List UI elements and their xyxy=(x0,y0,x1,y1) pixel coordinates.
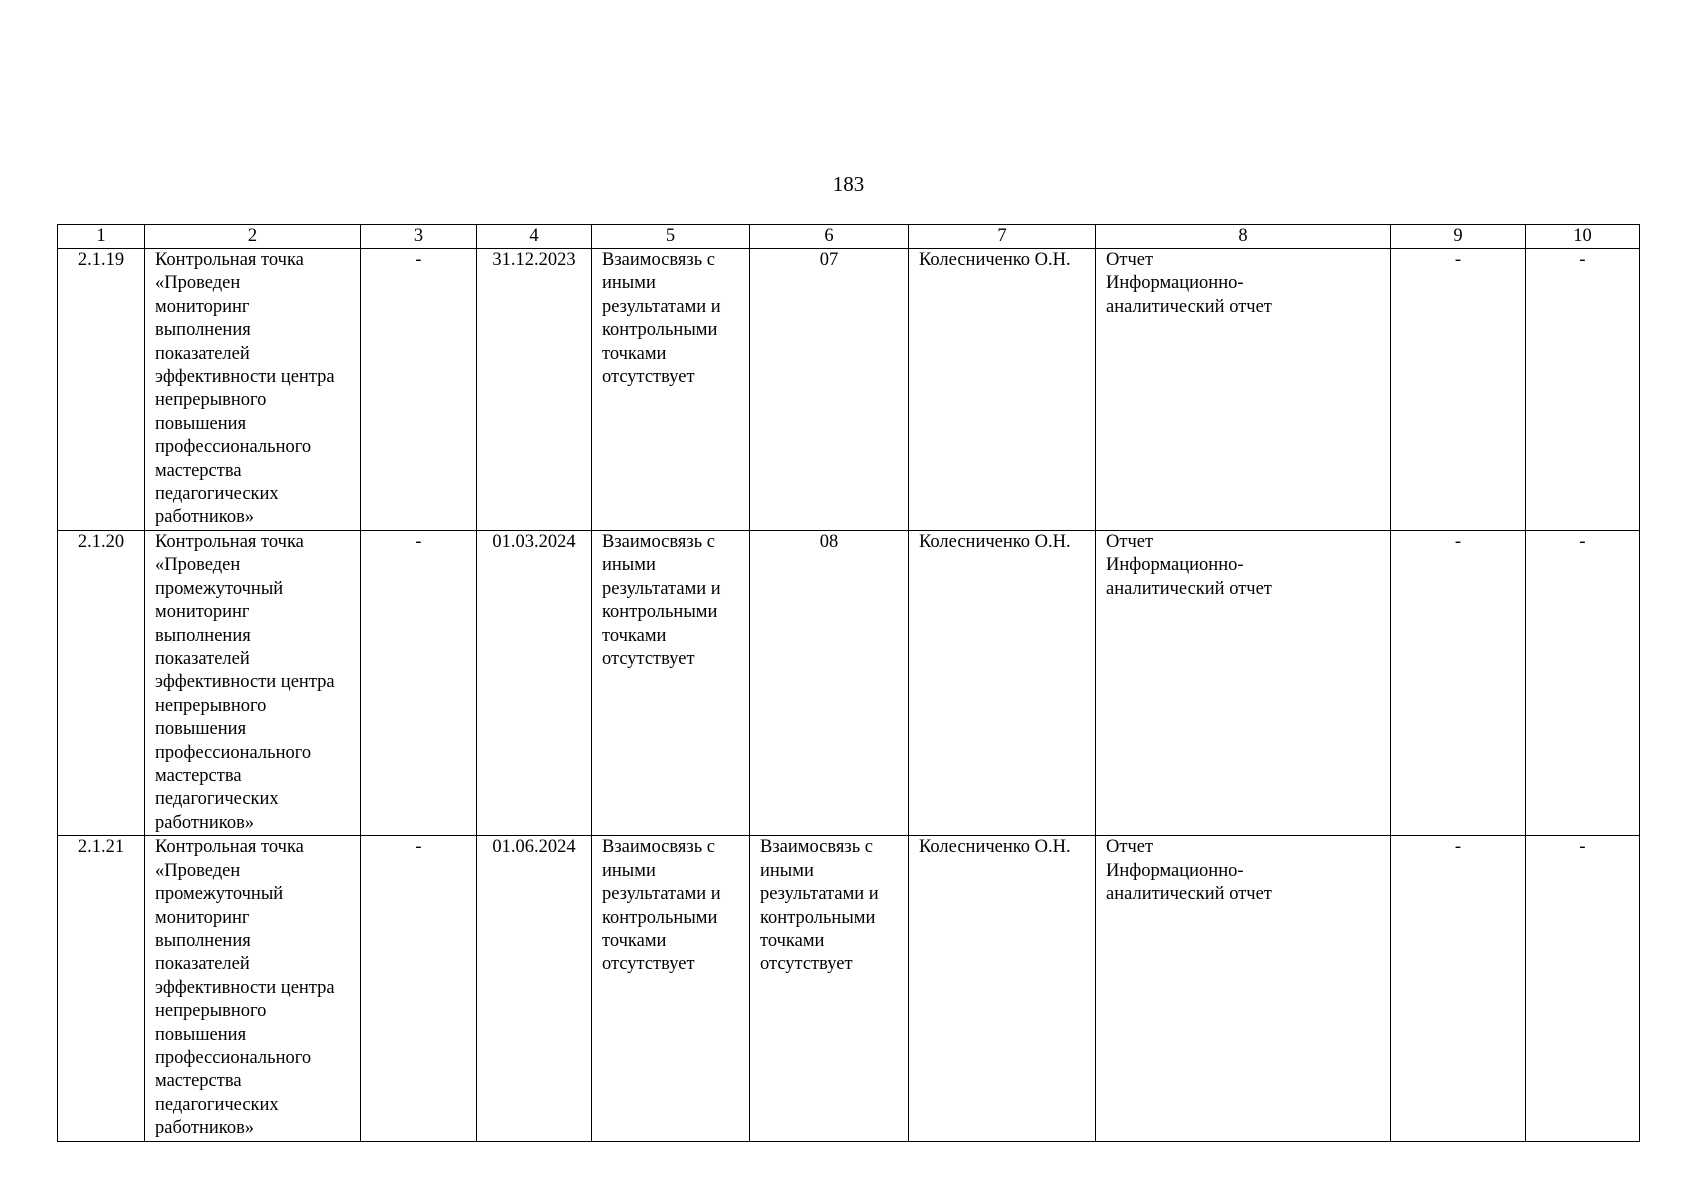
cell-line: Взаимосвязь с xyxy=(602,250,715,270)
cell-line: точками xyxy=(602,625,667,646)
cell-line: непрерывного xyxy=(155,390,267,411)
cell-line: показателей xyxy=(155,649,250,670)
responsible-person: Колесниченко О.Н. xyxy=(909,531,1096,836)
column-number: 3 xyxy=(361,225,477,249)
cell-line: аналитический отчет xyxy=(1106,884,1272,905)
cell-line: Отчет xyxy=(1106,532,1154,552)
cell-line: мастерства xyxy=(155,460,242,481)
deadline-date: 01.06.2024 xyxy=(477,836,592,1141)
cell-line: 08 xyxy=(819,532,839,552)
responsible-person: Колесниченко О.Н. xyxy=(909,836,1096,1141)
cell-line: иными xyxy=(602,860,656,881)
column-number: 5 xyxy=(592,225,750,249)
col3-value: - xyxy=(361,249,477,531)
col6-value xyxy=(750,531,909,836)
cell-line: непрерывного xyxy=(155,1001,267,1022)
row-number: 2.1.19 xyxy=(58,249,145,531)
table-row xyxy=(58,249,1640,531)
cell-line: профессионального xyxy=(155,1047,312,1068)
cell-line: мониторинг xyxy=(155,907,250,928)
control-point-name xyxy=(145,836,361,1141)
cell-line: «Проведен xyxy=(155,860,241,881)
cell-line: аналитический отчет xyxy=(1106,296,1272,317)
cell-line: иными xyxy=(760,860,814,881)
cell-line: Взаимосвязь с xyxy=(602,837,715,858)
cell-line: Информационно- xyxy=(1106,860,1244,881)
cell-line: эффективности центра xyxy=(155,977,335,998)
deadline-date: 01.03.2024 xyxy=(477,531,592,836)
cell-line: эффективности центра xyxy=(155,672,335,693)
cell-line: Контрольная точка xyxy=(155,837,304,858)
cell-line: точками xyxy=(602,343,667,364)
cell-line: точками xyxy=(602,930,667,951)
cell-line: точками xyxy=(760,930,825,951)
col10-value: - xyxy=(1526,249,1640,531)
cell-line: контрольными xyxy=(602,320,718,341)
col10-value: - xyxy=(1526,531,1640,836)
report-type xyxy=(1096,249,1391,531)
cell-line: Отчет xyxy=(1106,250,1154,270)
cell-line: отсутствует xyxy=(760,954,853,975)
cell-line: Контрольная точка xyxy=(155,250,304,270)
col10-value: - xyxy=(1526,836,1640,1141)
cell-line: мастерства xyxy=(155,766,242,787)
cell-line: эффективности центра xyxy=(155,367,335,388)
page-number: 183 xyxy=(832,172,865,196)
control-point-name xyxy=(145,249,361,531)
cell-line: профессионального xyxy=(155,742,312,763)
cell-line: мониторинг xyxy=(155,296,250,317)
report-type xyxy=(1096,836,1391,1141)
col3-value: - xyxy=(361,836,477,1141)
cell-line: отсутствует xyxy=(602,367,695,388)
cell-line: 07 xyxy=(819,250,839,270)
cell-line: работников» xyxy=(155,812,255,833)
cell-line: повышения xyxy=(155,719,247,740)
column-number: 1 xyxy=(58,225,145,249)
column-number-row xyxy=(58,225,1640,249)
col3-value: - xyxy=(361,531,477,836)
cell-line: показателей xyxy=(155,954,250,975)
cell-line: профессионального xyxy=(155,437,312,458)
cell-line: Взаимосвязь с xyxy=(760,837,873,858)
column-number: 10 xyxy=(1526,225,1640,249)
cell-line: работников» xyxy=(155,1118,255,1139)
column-number: 6 xyxy=(750,225,909,249)
cell-line: работников» xyxy=(155,507,255,528)
col6-value xyxy=(750,249,909,531)
cell-line: мониторинг xyxy=(155,602,250,623)
col9-value: - xyxy=(1391,531,1526,836)
table-row xyxy=(58,531,1640,836)
col9-value: - xyxy=(1391,836,1526,1141)
cell-line: результатами и xyxy=(760,884,879,905)
cell-line: повышения xyxy=(155,1024,247,1045)
column-number: 8 xyxy=(1096,225,1391,249)
cell-line: отсутствует xyxy=(602,954,695,975)
column-number: 2 xyxy=(145,225,361,249)
cell-line: выполнения xyxy=(155,625,251,646)
cell-line: выполнения xyxy=(155,930,251,951)
cell-line: мастерства xyxy=(155,1071,242,1092)
col6-value xyxy=(750,836,909,1141)
column-number: 9 xyxy=(1391,225,1526,249)
column-number: 4 xyxy=(477,225,592,249)
cell-line: педагогических xyxy=(155,789,279,810)
cell-line: Контрольная точка xyxy=(155,532,304,552)
cell-line: выполнения xyxy=(155,320,251,341)
cell-line: промежуточный xyxy=(155,884,284,905)
cell-line: контрольными xyxy=(760,907,876,928)
cell-line: Информационно- xyxy=(1106,555,1244,576)
cell-line: педагогических xyxy=(155,484,279,505)
relation-text xyxy=(592,531,750,836)
cell-line: педагогических xyxy=(155,1094,279,1115)
cell-line: Информационно- xyxy=(1106,273,1244,294)
cell-line: иными xyxy=(602,273,656,294)
plan-table xyxy=(57,224,1640,1142)
cell-line: повышения xyxy=(155,413,247,434)
relation-text xyxy=(592,249,750,531)
responsible-person: Колесниченко О.Н. xyxy=(909,249,1096,531)
cell-line: Взаимосвязь с xyxy=(602,532,715,552)
cell-line: отсутствует xyxy=(602,649,695,670)
cell-line: промежуточный xyxy=(155,578,284,599)
cell-line: непрерывного xyxy=(155,695,267,716)
cell-line: контрольными xyxy=(602,907,718,928)
cell-line: контрольными xyxy=(602,602,718,623)
control-point-name xyxy=(145,531,361,836)
cell-line: иными xyxy=(602,555,656,576)
cell-line: результатами и xyxy=(602,578,721,599)
cell-line: результатами и xyxy=(602,296,721,317)
row-number: 2.1.21 xyxy=(58,836,145,1141)
row-number: 2.1.20 xyxy=(58,531,145,836)
relation-text xyxy=(592,836,750,1141)
cell-line: результатами и xyxy=(602,884,721,905)
column-number: 7 xyxy=(909,225,1096,249)
table-row xyxy=(58,836,1640,1141)
deadline-date: 31.12.2023 xyxy=(477,249,592,531)
cell-line: показателей xyxy=(155,343,250,364)
cell-line: аналитический отчет xyxy=(1106,578,1272,599)
col9-value: - xyxy=(1391,249,1526,531)
cell-line: Отчет xyxy=(1106,837,1154,858)
cell-line: «Проведен xyxy=(155,555,241,576)
report-type xyxy=(1096,531,1391,836)
cell-line: «Проведен xyxy=(155,273,241,294)
